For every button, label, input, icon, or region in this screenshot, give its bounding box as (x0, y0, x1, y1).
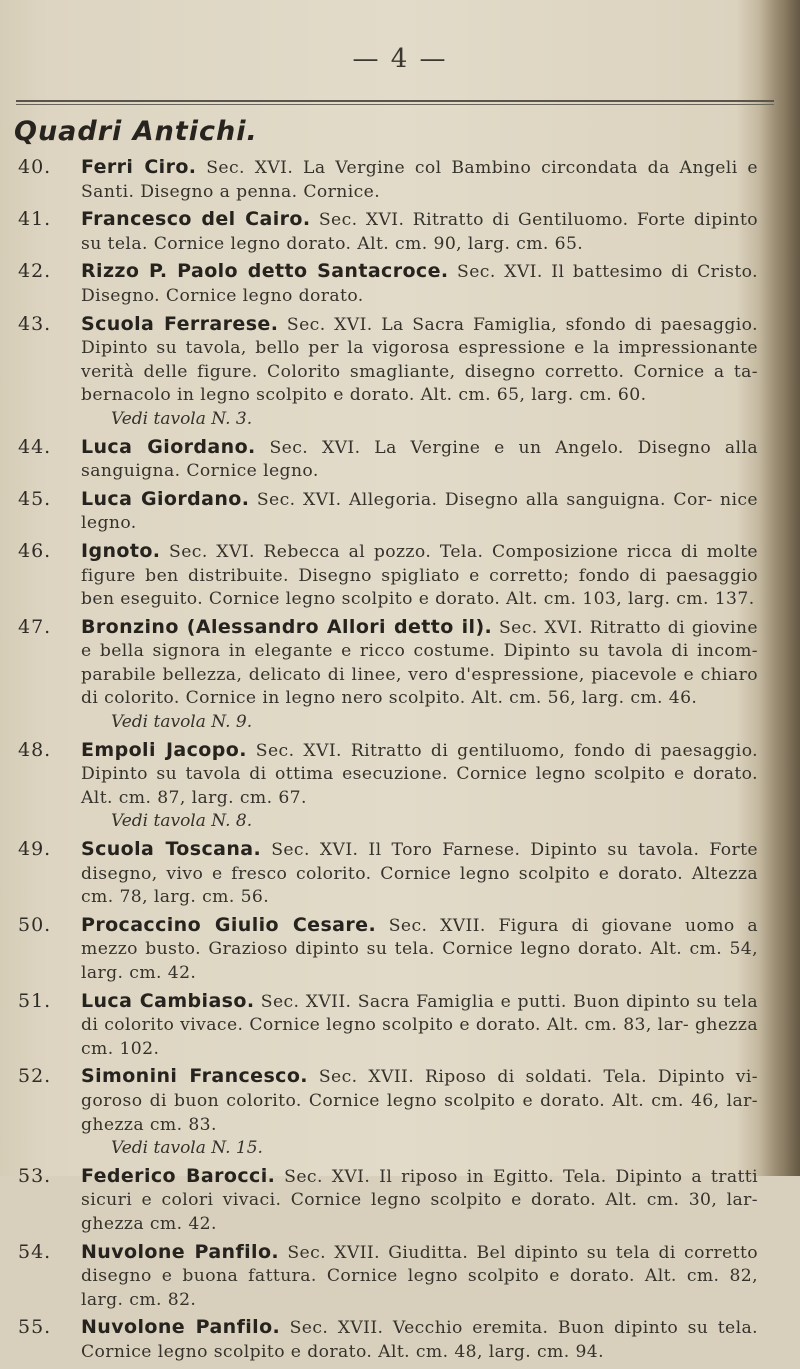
lot-entry (18, 739, 758, 834)
lot-details: Sec. XVI. Il battesimo di Cristo. Disegno. Cornice legno dorato. (81, 262, 758, 306)
lot-number: 45. (18, 487, 52, 510)
lot-number: 50. (18, 913, 52, 936)
header-rule (16, 100, 774, 102)
lot-details: Sec. XVII. Vecchio eremita. Buon dipinto su tela. Cornice legno scolpito e dorato. Alt. cm. 48, larg. cm. 94. (81, 1318, 758, 1362)
lot-number: 40. (18, 156, 52, 178)
lot-entry (18, 990, 758, 1062)
lot-description (81, 914, 758, 986)
lot-details: Sec. XVI. La Sacra Famiglia, sfondo di paesaggio. Dipinto su tavola, bello per la vigorosa espressione e la impressionante verità delle figure. Colorito smagliante, disegno corretto. Cornice a ta- bernacolo in legno scolpito e dorato. Alt. cm. 65, larg. cm. 60. (81, 314, 758, 406)
lot-details: Sec. XVII. Riposo di soldati. Tela. Dipinto vi- goroso di buon colorito. Cornice legno scolpito e dorato. Alt. cm. 46, lar- ghezza cm. 83. (81, 1067, 758, 1135)
lot-details: Sec. XVII. Figura di giovane uomo a mezzo busto. Grazioso dipinto su tela. Cornice legno dorato. Alt. cm. 54, larg. cm. 42. (81, 915, 758, 983)
section-title: Quadri Antichi. (14, 116, 258, 147)
lot-details: Sec. XVI. La Vergine e un Angelo. Disegno alla sanguigna. Cornice legno. (81, 437, 758, 482)
lot-number: 52. (18, 1065, 52, 1088)
lot-description (81, 990, 758, 1062)
lot-entry (18, 1241, 758, 1313)
lot-description (81, 540, 758, 612)
lot-artist: Rizzo P. Paolo detto Santacroce. (81, 260, 449, 283)
lot-artist: Ferri Ciro. (81, 156, 197, 178)
lot-entry (18, 914, 758, 986)
lot-artist: Empoli Jacopo. (81, 738, 247, 761)
lot-description (81, 208, 758, 256)
lot-entry (18, 313, 758, 432)
lot-artist: Nuvolone Panfilo. (81, 1316, 281, 1339)
lot-artist: Francesco del Cairo. (81, 208, 311, 231)
lot-description (81, 1241, 758, 1313)
lot-details: Sec. XVII. Sacra Famiglia e putti. Buon dipinto su tela di colorito vivace. Cornice legno scolpito e dorato. Alt. cm. 83, lar- ghezza cm. 102. (81, 991, 758, 1059)
lot-details: Sec. XVI. Ritratto di giovine e bella signora in elegante e ricco costume. Dipinto su tavola di incom- parabile bellezza, delicato di linee, vero d'espressione, piacevole e chiaro di colorito. Cornice in legno nero scolpito. Alt. cm. 56, larg. cm. 46. (81, 617, 758, 709)
page-edge-shadow (760, 0, 800, 1176)
lot-entry (18, 1316, 758, 1364)
lot-artist: Luca Cambiaso. (81, 989, 255, 1012)
lot-artist: Federico Barocci. (81, 1164, 276, 1187)
lot-details: Sec. XVI. La Vergine col Bambino circondata da Angeli e Santi. Disegno a penna. Cornice. (81, 158, 758, 202)
lot-entry (18, 488, 758, 536)
lot-description (81, 616, 758, 711)
lot-entry (18, 436, 758, 484)
lot-artist: Bronzino (Alessandro Allori detto il). (81, 615, 493, 638)
lot-description (81, 1065, 758, 1137)
lot-entry (18, 208, 758, 256)
lot-artist: Nuvolone Panfilo. (81, 1240, 280, 1263)
lot-artist: Procaccino Giulio Cesare. (81, 913, 377, 936)
lot-details: Sec. XVI. Ritratto di Gentiluomo. Forte dipinto su tela. Cornice legno dorato. Alt. cm. 90, larg. cm. 65. (81, 210, 758, 254)
lot-details: Sec. XVI. Ritratto di gentiluomo, fondo di paesaggio. Dipinto su tavola di ottima esecuzione. Cornice legno scolpito e dorato. Alt. cm. 87, larg. cm. 67. (81, 740, 759, 808)
lot-description (81, 313, 758, 408)
lot-artist: Scuola Ferrarese. (81, 312, 279, 335)
lot-entry (18, 1065, 758, 1160)
lot-number: 53. (18, 1164, 52, 1187)
lot-number: 48. (18, 738, 52, 761)
plate-reference: Vedi tavola N. 15. (111, 1138, 263, 1159)
lot-number: 46. (18, 539, 52, 562)
lot-entry (18, 838, 758, 910)
lot-number: 55. (18, 1316, 52, 1339)
lot-list (18, 156, 758, 1369)
lot-details: Sec. XVII. Giuditta. Bel dipinto su tela di corretto disegno e buona fattura. Cornice legno scolpito e dorato. Alt. cm. 82, larg. cm. 82. (81, 1242, 758, 1310)
lot-entry (18, 156, 758, 204)
lot-details: Sec. XVI. Il Toro Farnese. Dipinto su tavola. Forte disegno, vivo e fresco colorito. Cornice legno scolpito e dorato. Altezza cm. 78, larg. cm. 56. (81, 840, 758, 908)
lot-description (81, 739, 758, 811)
lot-description (81, 1316, 758, 1364)
lot-description (81, 156, 758, 204)
plate-reference: Vedi tavola N. 8. (111, 811, 253, 832)
lot-number: 47. (18, 615, 52, 638)
header-rule-thin (16, 104, 774, 105)
lot-artist: Scuola Toscana. (81, 838, 262, 861)
lot-details: Sec. XVI. Rebecca al pozzo. Tela. Composizione ricca di molte figure ben distribuite. Disegno spigliato e corretto; fondo di paesaggio ben eseguito. Cornice legno scolpito e dorato. Alt. cm. 103, larg. cm. 137. (81, 541, 758, 610)
lot-number: 43. (18, 312, 52, 335)
lot-spacer (18, 1365, 758, 1369)
lot-number: 51. (18, 989, 52, 1012)
lot-artist: Simonini Francesco. (81, 1065, 308, 1088)
lot-description (81, 488, 758, 536)
plate-reference: Vedi tavola N. 9. (111, 712, 253, 733)
lot-number: 54. (18, 1240, 52, 1263)
lot-number: 49. (18, 838, 52, 861)
page-number: — 4 — (352, 44, 448, 74)
lot-description (81, 436, 758, 484)
lot-details: Sec. XVI. Allegoria. Disegno alla sanguigna. Cor- nice legno. (81, 489, 758, 534)
lot-number: 44. (18, 435, 52, 458)
lot-artist: Luca Giordano. (81, 435, 256, 458)
lot-artist: Luca Giordano. (81, 487, 250, 510)
lot-number: 42. (18, 260, 52, 283)
lot-number: 41. (18, 208, 52, 231)
lot-description (81, 838, 758, 910)
lot-description (81, 260, 758, 308)
lot-entry (18, 540, 758, 612)
lot-entry (18, 616, 758, 735)
lot-details: Sec. XVI. Il riposo in Egitto. Tela. Dipinto a tratti sicuri e colori vivaci. Cornice legno scolpito e dorato. Alt. cm. 30, lar- ghezza cm. 42. (81, 1166, 758, 1234)
lot-artist: Ignoto. (81, 539, 161, 562)
plate-reference: Vedi tavola N. 3. (111, 408, 253, 429)
lot-entry (18, 260, 758, 308)
